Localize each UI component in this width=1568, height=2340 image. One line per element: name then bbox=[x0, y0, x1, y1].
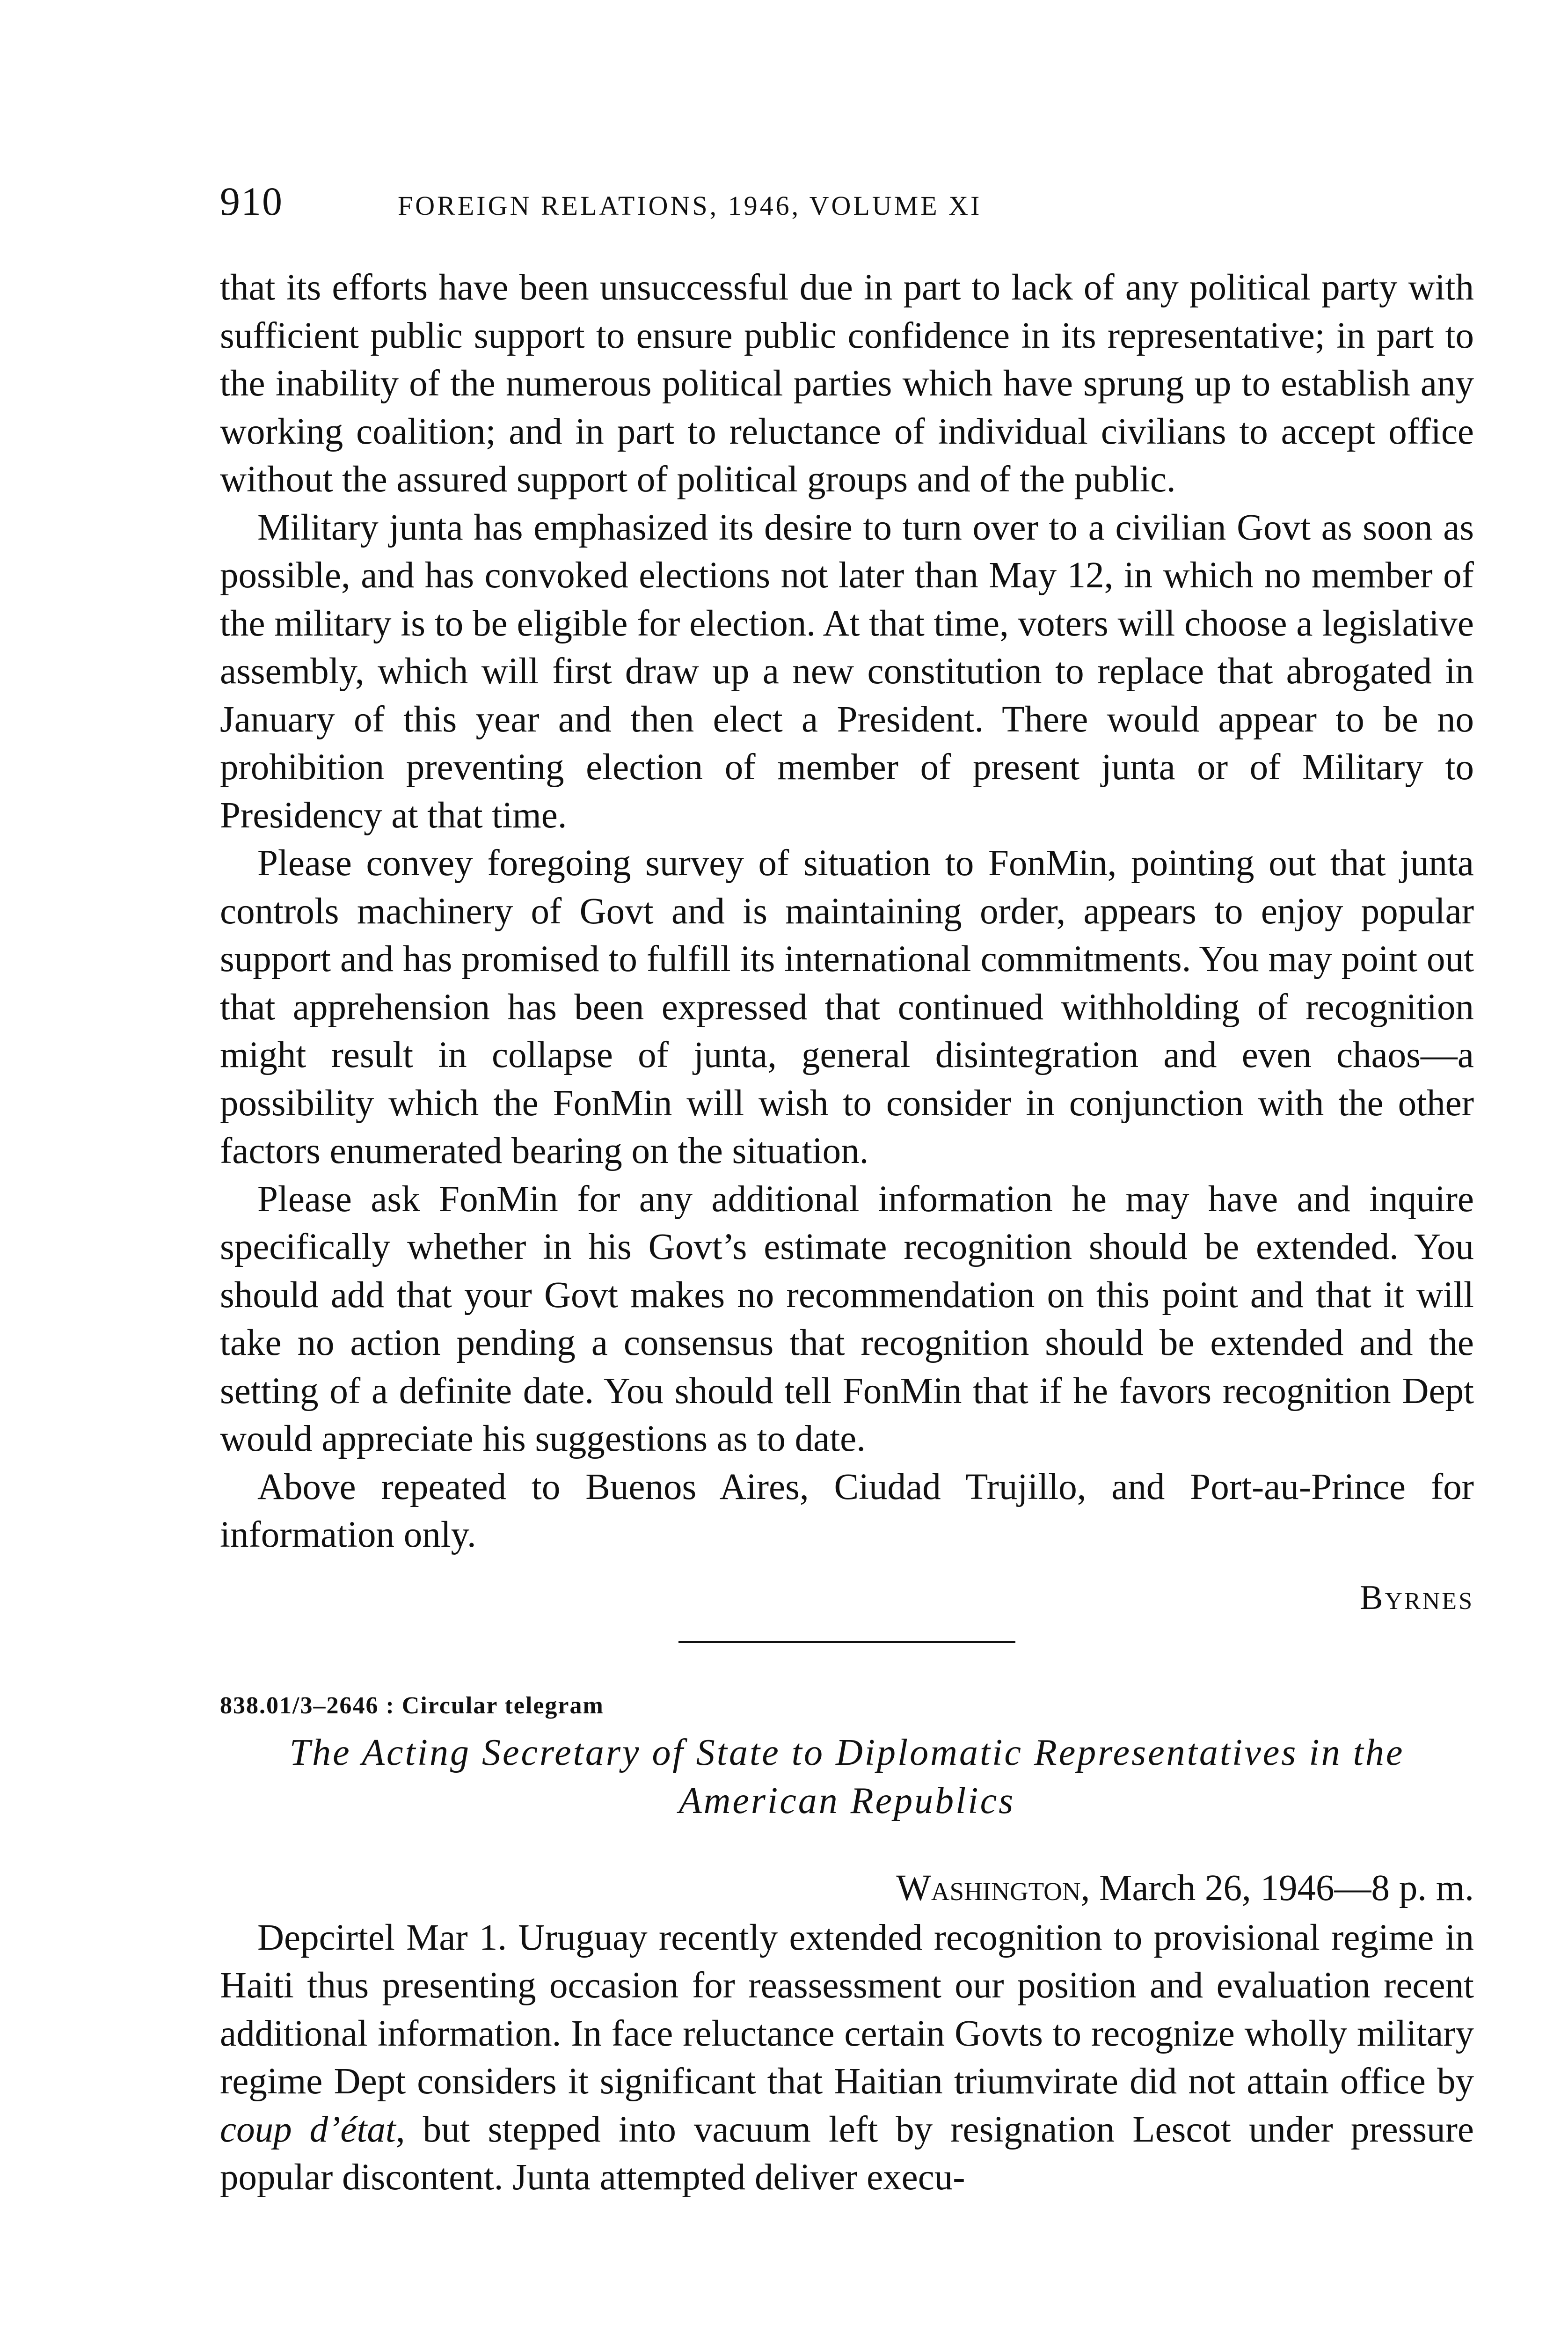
paragraph-military-junta: Military junta has emphasized its desire to turn over to a civilian Govt as soon as possible, and has convoked elections not later than May 12, in which no member of the military is to be eligible for election. At that time, voters will choose a legislative assembly, which will first draw up a new constitution to replace that abrogated in January of this year and then elect a President. There would appear to be no prohibition preventing election of member of present junta or of Military to Presidency at that time. bbox=[220, 507, 1474, 836]
depcirtel-text-start: Depcirtel Mar 1. Uruguay recently extended recognition to provisional regime in Haiti thus presenting occasion for reassessment our position and evaluation recent additional information. In face reluctance certain Govts to recognize wholly military regime Dept considers it significant that Haitian triumvirate did not attain office by bbox=[220, 1917, 1474, 2102]
signature: Byrnes bbox=[1360, 1578, 1474, 1617]
depcirtel-italic-phrase: coup d’état bbox=[220, 2109, 396, 2150]
document-title: The Acting Secretary of State to Diplomatic Representatives in the American Republics bbox=[289, 1732, 1405, 1821]
dateline bbox=[220, 1867, 1474, 1909]
page-number: 910 bbox=[220, 179, 283, 224]
paragraph-depcirtel bbox=[220, 1914, 1474, 2202]
running-title: FOREIGN RELATIONS, 1946, VOLUME XI bbox=[398, 190, 982, 221]
paragraph-continued: that its efforts have been unsuccessful due in part to lack of any political party with sufficient public support to ensure public confidence in its representative; in part to the inability of the numerous political parties which have sprung up to establish any working coalition; and in part to reluctance of individual civilians to accept office without the assured support of political groups and of the public. bbox=[220, 267, 1474, 500]
paragraph-ask-fonmin: Please ask FonMin for any additional information he may have and inquire specifically whether in his Govt’s estimate recognition should be extended. You should add that your Govt makes no recommendation on this point and that it will take no action pending a consensus that recognition should be extended and the setting of a definite date. You should tell FonMin that if he favors recognition Dept would appreciate his suggestions as to date. bbox=[220, 1178, 1474, 1459]
document-page bbox=[220, 178, 1474, 2202]
paragraph-repeated: Above repeated to Buenos Aires, Ciudad Trujillo, and Port-au-Prince for information only. bbox=[220, 1466, 1474, 1555]
dateline-place: Washington, bbox=[896, 1867, 1090, 1909]
dateline-date: March 26, 1946—8 p. m. bbox=[1090, 1867, 1474, 1909]
depcirtel-text-end: , but stepped into vacuum left by resignation Lescot under pressure popular discontent. Junta attempted deliver execu- bbox=[220, 2109, 1474, 2198]
running-header bbox=[220, 178, 1474, 234]
section-divider bbox=[678, 1641, 1015, 1643]
document-reference: 838.01/3–2646 : Circular telegram bbox=[220, 1692, 604, 1719]
paragraph-convey-survey: Please convey foregoing survey of situation to FonMin, pointing out that junta controls machinery of Govt and is maintaining order, appears to enjoy popular support and has promised to fulfill its international commitments. You may point out that apprehension has been expressed that continued withholding of recognition might result in collapse of junta, general disintegration and even chaos—a possibility which the FonMin will wish to consider in conjunction with the other factors enumerated bearing on the situation. bbox=[220, 843, 1474, 1171]
